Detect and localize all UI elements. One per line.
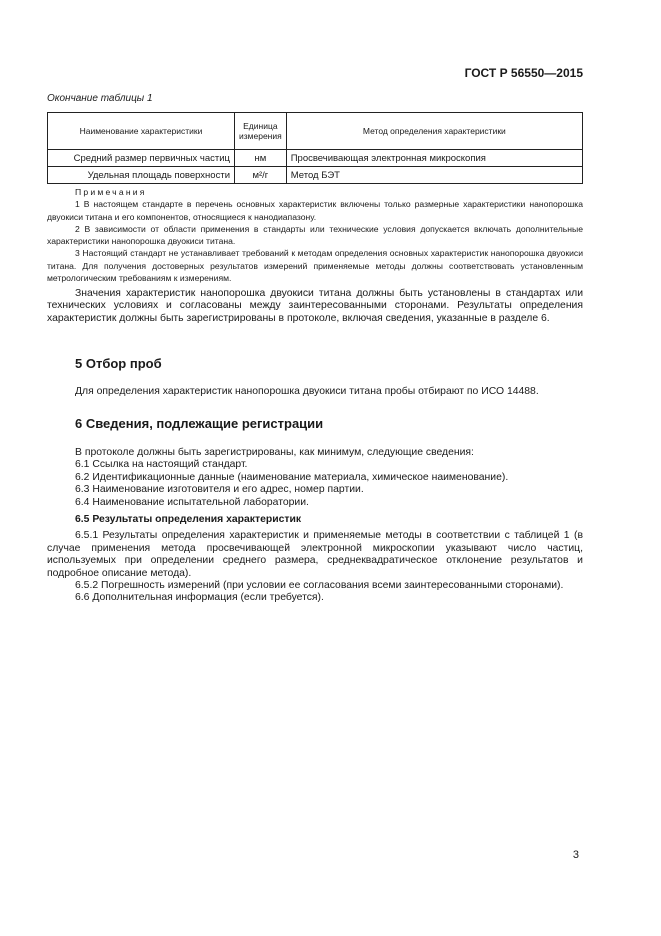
subsection-6-5-title: 6.5 Результаты определения характеристик <box>75 514 302 526</box>
cell-characteristic: Средний размер первичных частиц <box>48 150 235 167</box>
paragraph-6-6: 6.6 Дополнительная информация (если требуется). <box>75 592 324 604</box>
section-6-intro: В протоколе должны быть зарегистрированы, как минимум, следующие сведения: <box>75 447 474 458</box>
cell-unit: м²/г <box>235 167 287 184</box>
note-item: 1 В настоящем стандарте в перечень основных характеристик включены только размерные характеристики нанопорошка двуокиси титана и его компонентов, относящиеся к нанодиапазону. <box>47 199 583 222</box>
cell-method: Просвечивающая электронная микроскопия <box>286 150 582 167</box>
table-continuation-label: Окончание таблицы 1 <box>47 93 153 104</box>
table-header-row <box>48 113 583 150</box>
section-5-text: Для определения характеристик нанопорошка двуокиси титана пробы отбирают по ИСО 14488. <box>75 386 539 397</box>
table-row <box>48 167 583 184</box>
header-unit: Единица измерения <box>235 113 287 150</box>
cell-unit: нм <box>235 150 287 167</box>
page-number: 3 <box>572 849 579 861</box>
notes-title: Примечания <box>75 187 147 197</box>
section-5-title: 5 Отбор проб <box>75 356 162 371</box>
paragraph-6-5-1: 6.5.1 Результаты определения характеристик и применяемые методы в соответствии с таблицей 1 (в случае применения метода просвечивающей электронной микроскопии указывают число частиц, используемых при определении среднего размера, среднеквадратическое отклонение результатов и подробное описание метода). <box>47 530 583 579</box>
list-item: 6.2 Идентификационные данные (наименование материала, химическое наименование). <box>75 471 509 483</box>
header-characteristic: Наименование характеристики <box>48 113 235 150</box>
note-item: 3 Настоящий стандарт не устанавливает требований к методам определения основных характеристик нанопорошка двуокиси титана. Для получения достоверных результатов измерений применяемые методы должны соответствовать установленным метрологическим требованиям к измерениям. <box>47 248 583 284</box>
note-item: 2 В зависимости от области применения в стандарты или технические условия допускается включать дополнительные характеристики нанопорошка двуокиси титана. <box>47 223 583 247</box>
notes-block <box>47 186 583 284</box>
characteristics-table <box>47 112 583 184</box>
cell-method: Метод БЭТ <box>286 167 582 184</box>
document-id: ГОСТ Р 56550—2015 <box>464 66 583 80</box>
section-6-body <box>47 447 583 605</box>
section-6-title: 6 Сведения, подлежащие регистрации <box>75 416 324 431</box>
list-item: 6.3 Наименование изготовителя и его адрес, номер партии. <box>75 484 364 496</box>
paragraph-6-5-2: 6.5.2 Погрешность измерений (при условии ее согласования всеми заинтересованными сторонами). <box>75 580 564 592</box>
list-item: 6.4 Наименование испытательной лаборатории. <box>75 496 309 508</box>
section-5-body <box>75 386 583 398</box>
list-item: 6.1 Ссылка на настоящий стандарт. <box>75 459 248 471</box>
main-paragraph: Значения характеристик нанопорошка двуокиси титана должны быть установлены в стандартах или технических условиях и согласованы между заинтересованными сторонами. Результаты определения характеристик должны быть зарегистрированы в протоколе, включая сведения, указанные в разделе 6. <box>47 288 583 324</box>
main-paragraph-block <box>47 288 583 325</box>
cell-characteristic: Удельная площадь поверхности <box>48 167 235 184</box>
table-row <box>48 150 583 167</box>
header-method: Метод определения характеристики <box>286 113 582 150</box>
